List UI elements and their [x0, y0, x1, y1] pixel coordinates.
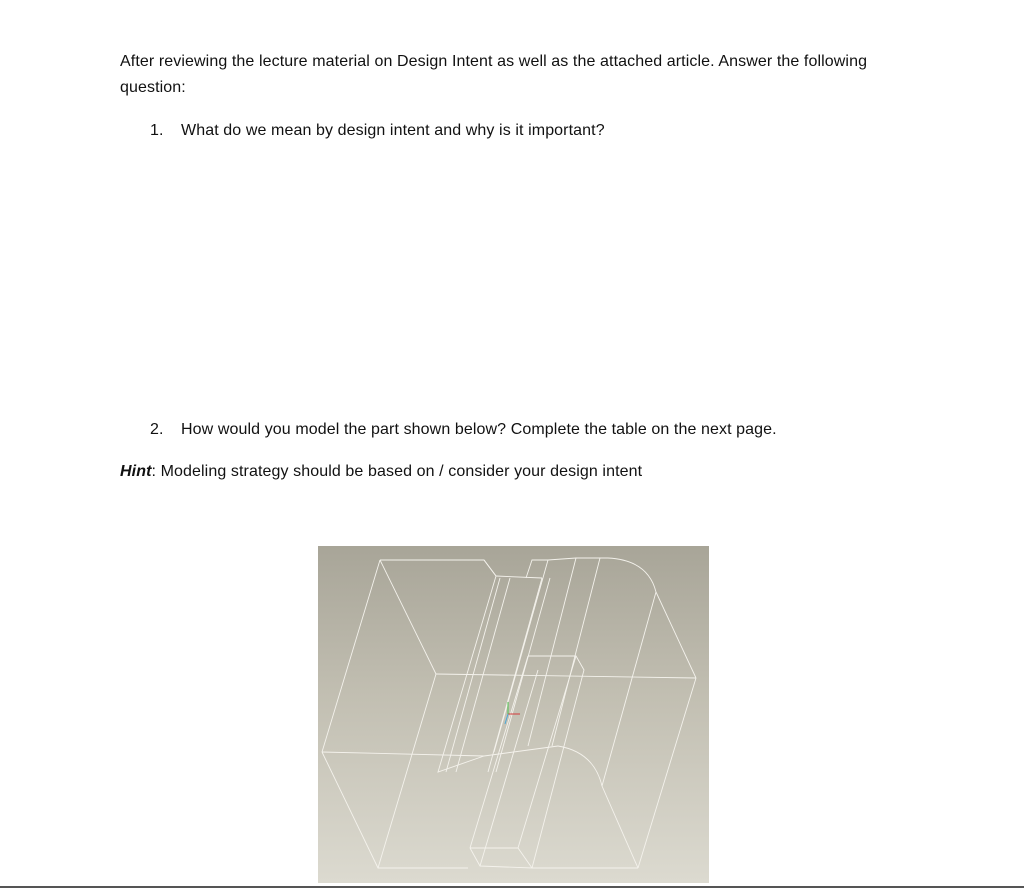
rib-1 [438, 560, 496, 772]
left-block-mid-edge [436, 674, 696, 678]
inner-block-outline [528, 656, 584, 868]
question-1-text: What do we mean by design intent and why is it important? [181, 122, 605, 139]
question-1-number: 1. [150, 122, 164, 139]
question-2-number: 2. [150, 421, 164, 438]
left-block-diagonal [380, 560, 436, 674]
question-2 [150, 419, 777, 441]
hint-label: Hint [120, 463, 152, 480]
rib-top [526, 558, 576, 578]
rib-2 [496, 576, 542, 578]
inner-block-left [470, 656, 528, 848]
right-block-bottom-arc [558, 746, 602, 786]
hint-text: : Modeling strategy should be based on / consider your design intent [151, 463, 643, 480]
right-block-bottom-face [602, 786, 638, 868]
cad-part-image [318, 546, 709, 883]
cad-wireframe-drawing [318, 546, 709, 883]
inner-block-bottom [470, 848, 532, 868]
left-block-lower-edge [322, 752, 484, 756]
right-block-inner [552, 558, 600, 746]
right-block-front [638, 678, 696, 868]
question-2-text: How would you model the part shown below? Complete the table on the next page. [181, 421, 777, 438]
left-block-top-edge [380, 560, 496, 576]
left-block-front-edge [378, 674, 436, 868]
hint-line [120, 461, 642, 483]
left-block-left-edge [322, 560, 380, 752]
right-block-back [656, 592, 696, 678]
page-bottom-rule [0, 886, 1024, 888]
intro-paragraph: After reviewing the lecture material on Design Intent as well as the attached article. Answer the following question: [120, 53, 868, 96]
right-block-edge [602, 592, 656, 786]
right-block-top-arc [608, 558, 656, 592]
question-1 [150, 120, 605, 142]
right-block-left [528, 558, 576, 746]
